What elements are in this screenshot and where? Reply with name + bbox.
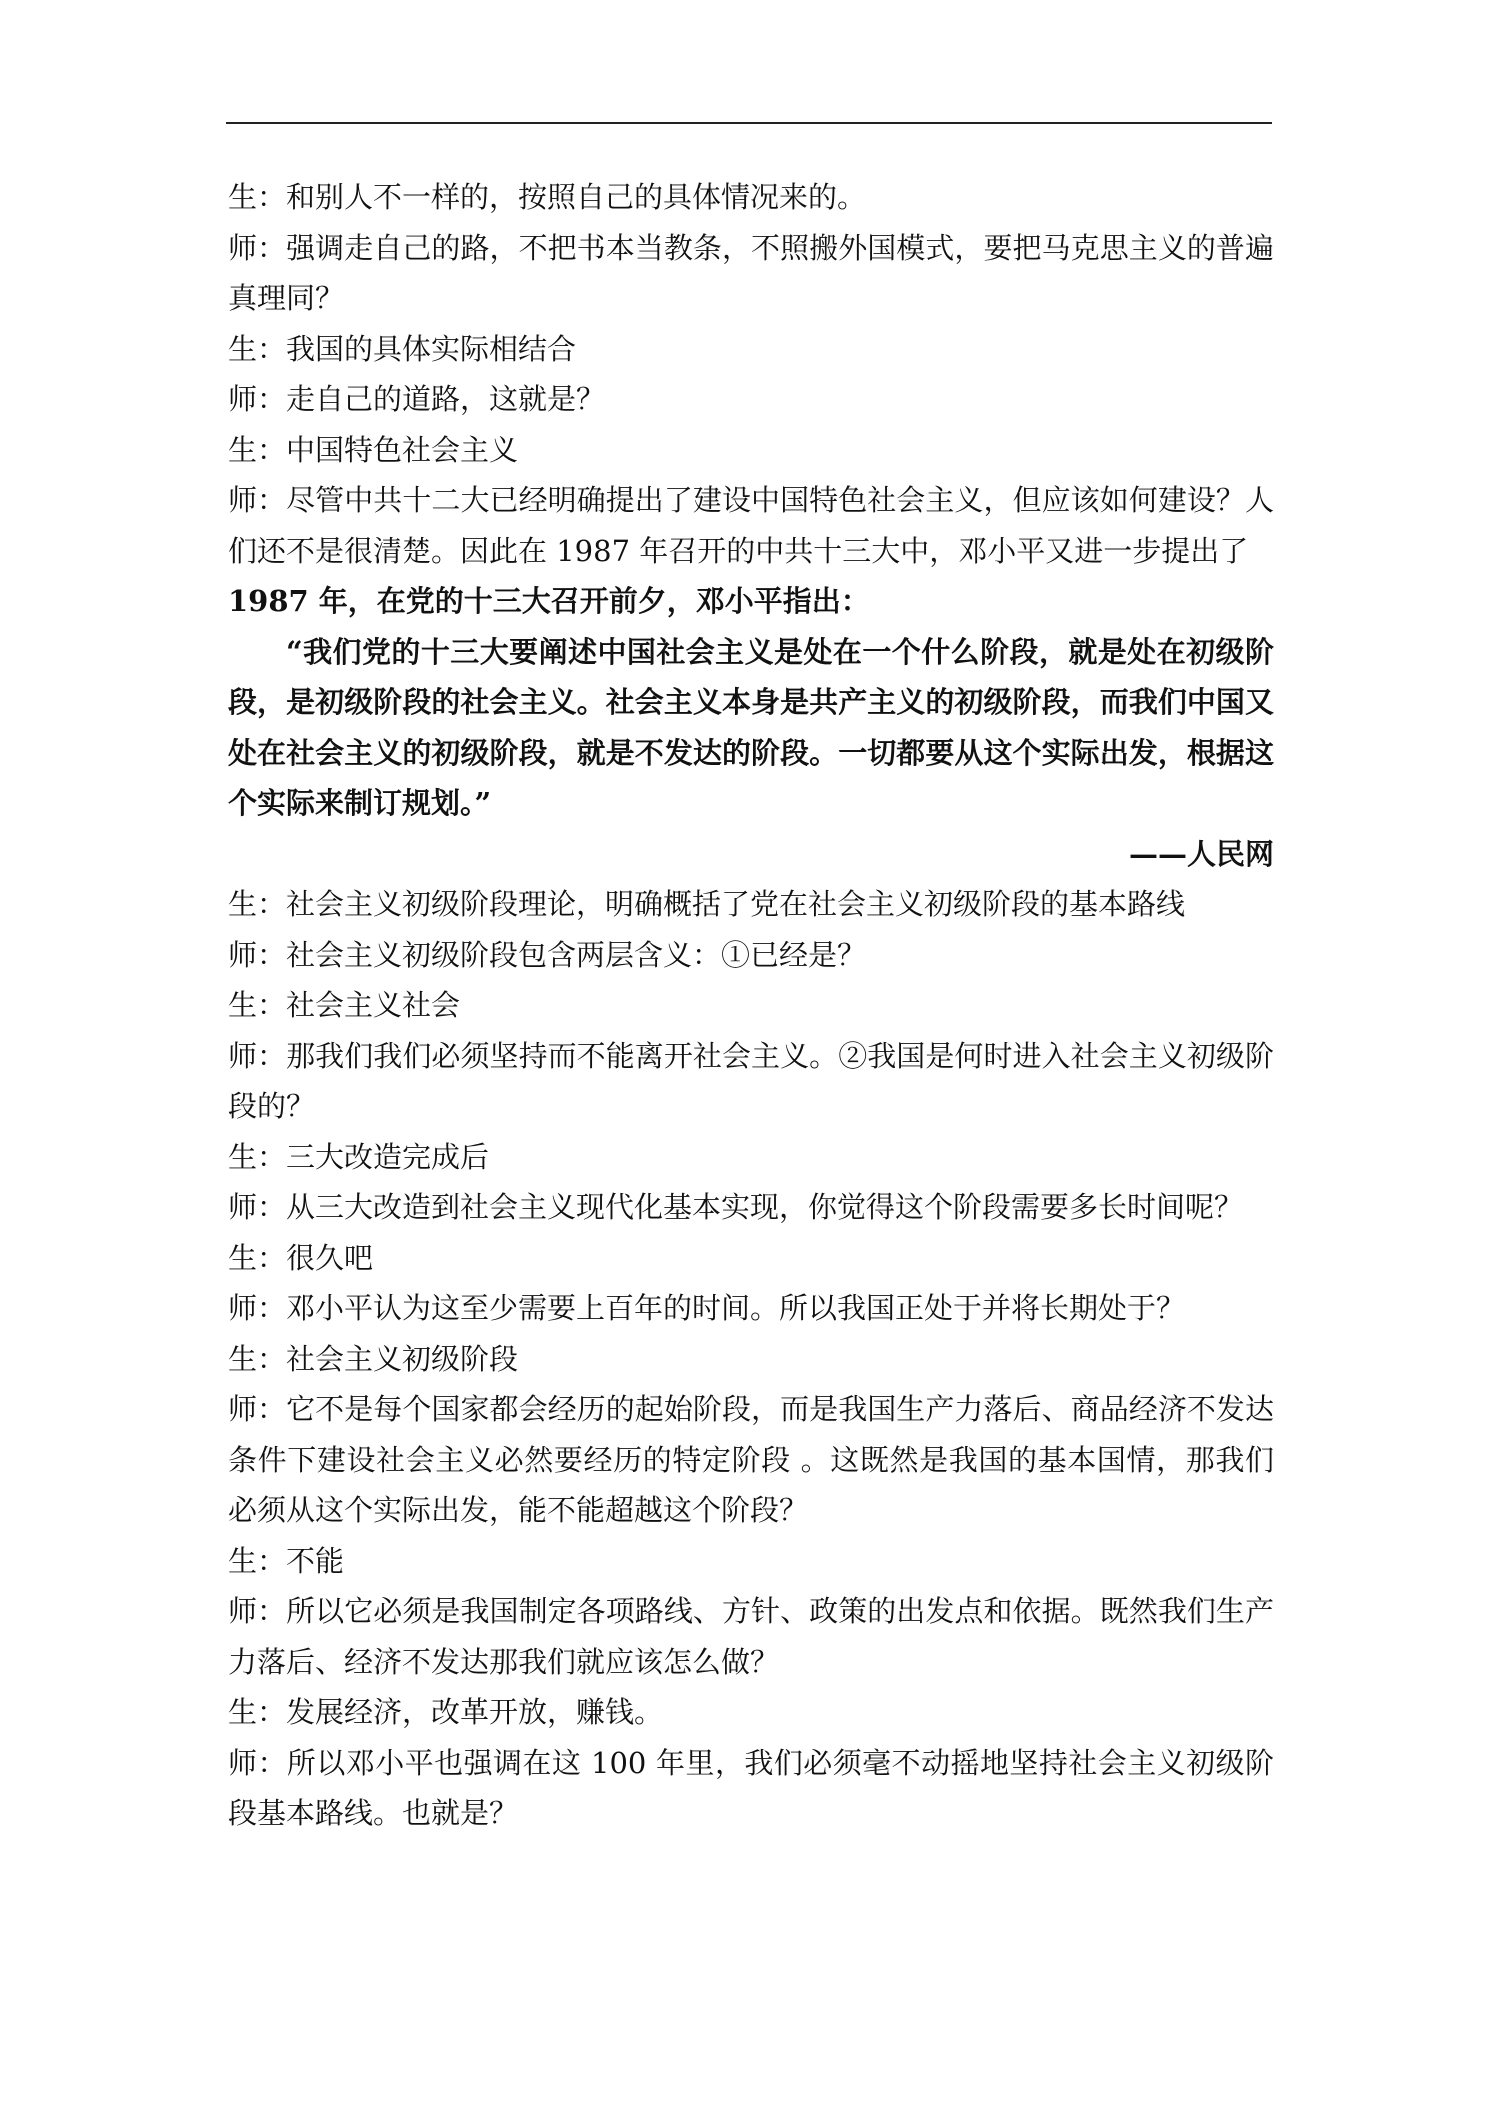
- dialogue-line-teacher: 师：走自己的道路，这就是？: [228, 382, 606, 416]
- dialogue-line-teacher: 师：那我们我们必须坚持而不能离开社会主义。②我国是何时进入社会主义初级阶段的？: [228, 1038, 1274, 1123]
- dialogue-line-teacher: 师：它不是每个国家都会经历的起始阶段，而是我国生产力落后、商品经济不发达条件下建设社会主义必然要经历的特定阶段 。这既然是我国的基本国情，那我们必须从这个实际出发，能不能超越这个阶段？: [228, 1392, 1274, 1527]
- dialogue-line-student: 生：社会主义初级阶段: [228, 1341, 519, 1376]
- quote-intro: 1987 年，在党的十三大召开前夕，邓小平指出：: [228, 584, 870, 618]
- dialogue-line-student: 生：我国的具体实际相结合: [228, 331, 577, 366]
- dialogue-line-teacher: 师：从三大改造到社会主义现代化基本实现，你觉得这个阶段需要多长时间呢？: [228, 1190, 1244, 1224]
- document-body: [228, 172, 1274, 1839]
- dialogue-line-student: 生：发展经济，改革开放，赚钱。: [228, 1695, 664, 1729]
- dialogue-line-teacher: 师：强调走自己的路，不把书本当教条，不照搬外国模式，要把马克思主义的普遍真理同？: [228, 230, 1274, 315]
- quote-source: ——人民网: [1128, 836, 1274, 871]
- header-rule: [226, 122, 1272, 124]
- dialogue-line-teacher: 师：邓小平认为这至少需要上百年的时间。所以我国正处于并将长期处于？: [228, 1291, 1186, 1325]
- dialogue-line-student: 生：很久吧: [228, 1240, 374, 1275]
- dialogue-line-student: 生：不能: [228, 1543, 345, 1578]
- dialogue-line-student: 生：社会主义社会: [228, 988, 461, 1022]
- dialogue-line-student: 生：社会主义初级阶段理论，明确概括了党在社会主义初级阶段的基本路线: [228, 887, 1186, 921]
- quote-block: “我们党的十三大要阐述中国社会主义是处在一个什么阶段，就是处在初级阶段，是初级阶段的社会主义。社会主义本身是共产主义的初级阶段，而我们中国又处在社会主义的初级阶段，就是不发达的阶段。一切都要从这个实际出发，根据这个实际来制订规划。”: [228, 634, 1274, 820]
- dialogue-line-teacher: 师：尽管中共十二大已经明确提出了建设中国特色社会主义，但应该如何建设？人们还不是很清楚。因此在 1987 年召开的中共十三大中，邓小平又进一步提出了: [228, 483, 1274, 568]
- dialogue-line-student: 生：三大改造完成后: [228, 1139, 490, 1174]
- dialogue-line-student: 生：中国特色社会主义: [228, 432, 519, 467]
- dialogue-line-teacher: 师：社会主义初级阶段包含两层含义：①已经是？: [228, 937, 867, 972]
- dialogue-line-student: 生：和别人不一样的，按照自己的具体情况来的。: [228, 180, 867, 214]
- dialogue-line-teacher: 师：所以邓小平也强调在这 100 年里，我们必须毫不动摇地坚持社会主义初级阶段基本路线。也就是？: [228, 1745, 1274, 1830]
- dialogue-line-teacher: 师：所以它必须是我国制定各项路线、方针、政策的出发点和依据。既然我们生产力落后、经济不发达那我们就应该怎么做？: [228, 1594, 1274, 1679]
